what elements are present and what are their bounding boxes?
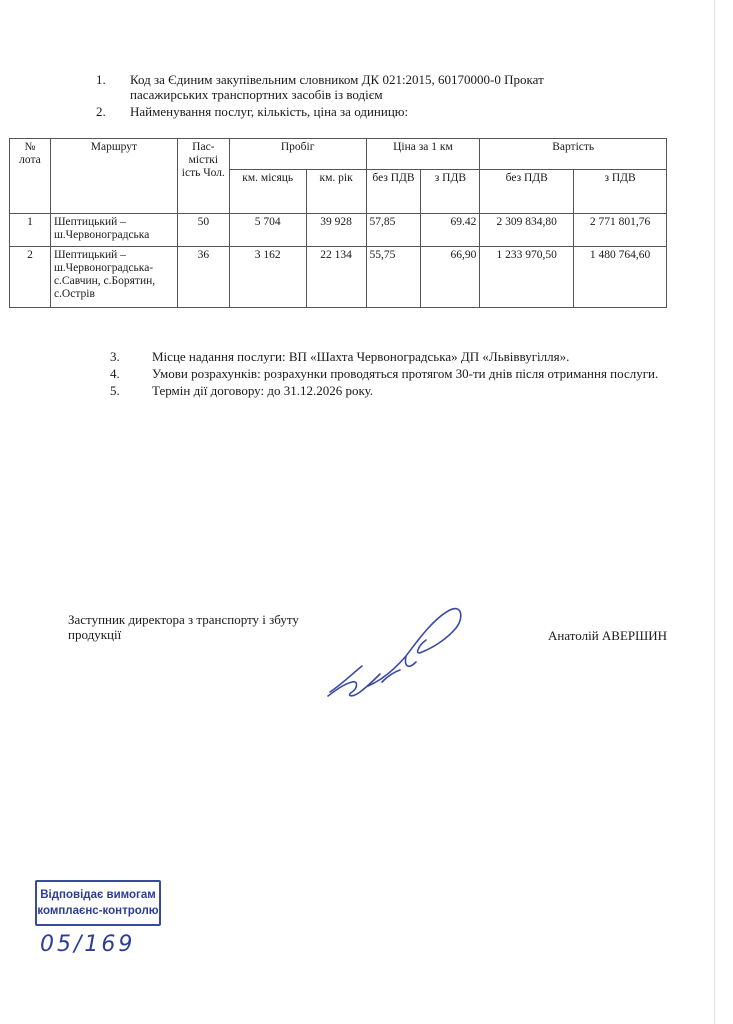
cell-route: Шептицький – ш.Червоноградська [50,214,177,247]
cell-price-no-vat: 57,85 [366,214,421,247]
cell-seats: 50 [177,214,229,247]
cell-cost-no-vat: 1 233 970,50 [480,247,574,308]
header-mileage-year: км. рік [306,170,366,214]
handwritten-signature-icon [322,600,482,710]
header-cost: Вартість [480,139,667,170]
list-item-number: 5. [110,383,120,398]
compliance-stamp [35,880,161,926]
list-item [110,349,690,364]
stamp-line-1: Відповідає вимогам [40,889,156,901]
list-item [110,366,690,381]
cell-lot: 2 [10,247,51,308]
list-item-text: Умови розрахунків: розрахунки проводяться протягом 30-ти днів після отримання послуги. [152,366,659,381]
header-seats: Пас- місткі ість Чол. [177,139,229,214]
cell-km-month: 5 704 [229,214,306,247]
header-price-no-vat: без ПДВ [366,170,421,214]
list-item [96,104,616,119]
cell-price-no-vat: 55,75 [366,247,421,308]
list-item-number: 3. [110,349,120,364]
cell-cost-vat: 1 480 764,60 [574,247,667,308]
cell-route: Шептицький – ш.Червоноградська- с.Савчин, с.Борятин, с.Острів [50,247,177,308]
cell-km-year: 39 928 [306,214,366,247]
list-item-text: Код за Єдиним закупівельним словником ДК 021:2015, 60170000-0 Прокат пасажирських транспортних засобів із водієм [130,72,544,102]
list-item-text: Термін дії договору: до 31.12.2026 року. [152,383,374,398]
cell-price-vat: 66,90 [421,247,480,308]
header-mileage: Пробіг [229,139,366,170]
list-item-number: 2. [96,104,106,119]
header-mileage-month: км. місяць [229,170,306,214]
numbered-list-top [96,72,616,119]
list-item-number: 1. [96,72,106,87]
page-edge-line [714,0,715,1024]
cell-cost-no-vat: 2 309 834,80 [480,214,574,247]
cell-cost-vat: 2 771 801,76 [574,214,667,247]
list-item-number: 4. [110,366,120,381]
header-price-vat: з ПДВ [421,170,480,214]
cell-price-vat: 69.42 [421,214,480,247]
signatory-position: Заступник директора з транспорту і збуту продукції [68,612,299,642]
table-header-row [10,139,667,170]
header-cost-vat: з ПДВ [574,170,667,214]
header-cost-no-vat: без ПДВ [480,170,574,214]
table-row [10,247,667,308]
cell-lot: 1 [10,214,51,247]
list-item [96,72,616,102]
cell-km-year: 22 134 [306,247,366,308]
list-item [110,383,690,398]
cell-seats: 36 [177,247,229,308]
list-item-text: Місце надання послуги: ВП «Шахта Червоноградська» ДП «Львіввугілля». [152,349,570,364]
lots-table [9,138,667,308]
signatory-name: Анатолій АВЕРШИН [548,628,668,643]
header-price-per-km: Ціна за 1 км [366,139,480,170]
header-lot: № лота [10,139,51,214]
numbered-list-bottom [110,349,690,398]
list-item-text: Найменування послуг, кількість, ціна за одиницю: [130,104,409,119]
table-row [10,214,667,247]
stamp-line-2: комплаєнс-контролю [37,905,159,917]
header-route: Маршрут [50,139,177,214]
cell-km-month: 3 162 [229,247,306,308]
stamp-number: 05/169 [40,932,136,957]
